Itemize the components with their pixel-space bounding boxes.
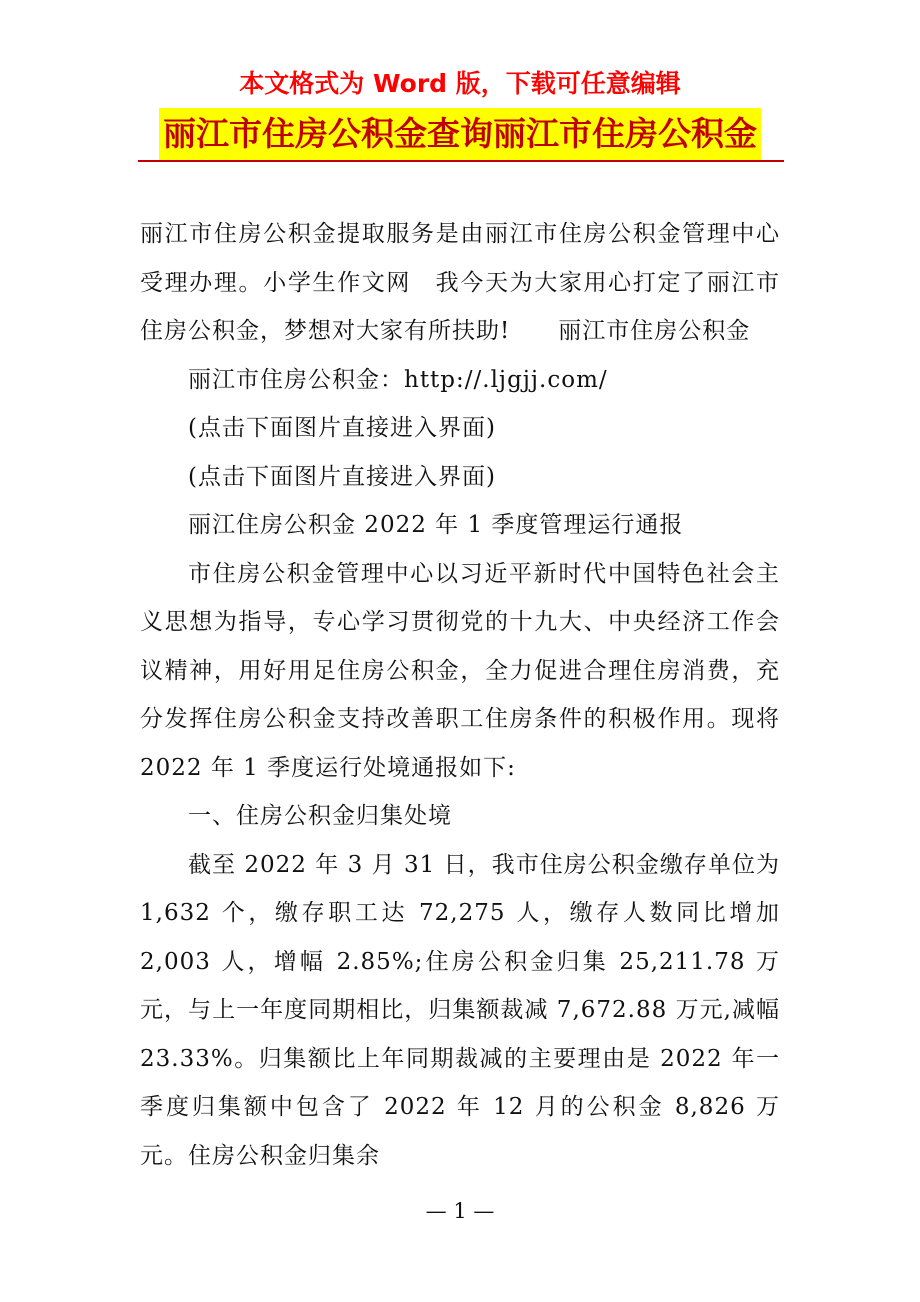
document-body <box>140 210 780 1180</box>
paragraph-overview: 市住房公积金管理中心以习近平新时代中国特色社会主义思想为指导，专心学习贯彻党的十九大、中央经济工作会议精神，用好用足住房公积金，全力促进合理住房消费，充分发挥住房公积金支持改善职工住房条件的积极作用。现将 2022 年 1 季度运行处境通报如下: <box>140 560 780 781</box>
title-banner <box>0 108 920 160</box>
section-heading-collection: 一、住房公积金归集处境 <box>188 803 452 829</box>
paragraph-intro: 丽江市住房公积金提取服务是由丽江市住房公积金管理中心受理办理。小学生作文网 我今天为大家用心打定了丽江市住房公积金，梦想对大家有所扶助! 丽江市住房公积金 <box>140 221 780 344</box>
paragraph-click-hint-1: (点击下面图片直接进入界面) <box>188 415 496 441</box>
paragraph-click-hint-2: (点击下面图片直接进入界面) <box>188 463 496 490</box>
paragraph-collection-details: 截至 2022 年 3 月 31 日，我市住房公积金缴存单位为 1,632 个，缴存职工达 72,275 人，缴存人数同比增加 2,003 人，增幅 2.85%;住房公积金归集 25,211.78 万元，与上一年度同期相比，归集额裁减 7,672.88 万元,减幅 23.33%。归集额比上年同期裁减的主要理由是 2022 年一季度归集额中包含了 2022 年 12 月的公积金 8,826 万元。住房公积金归集余 <box>140 851 780 1169</box>
format-notice: 本文格式为 Word 版，下载可任意编辑 <box>239 69 681 98</box>
paragraph-report-title: 丽江住房公积金 2022 年 1 季度管理运行通报 <box>188 512 684 538</box>
paragraph-website: 丽江市住房公积金：http://.ljgjj.com/ <box>188 366 608 393</box>
title-underline <box>138 160 784 162</box>
page-title: 丽江市住房公积金查询丽江市住房公积金 <box>159 108 761 160</box>
page-number: — 1 — <box>425 1199 495 1223</box>
